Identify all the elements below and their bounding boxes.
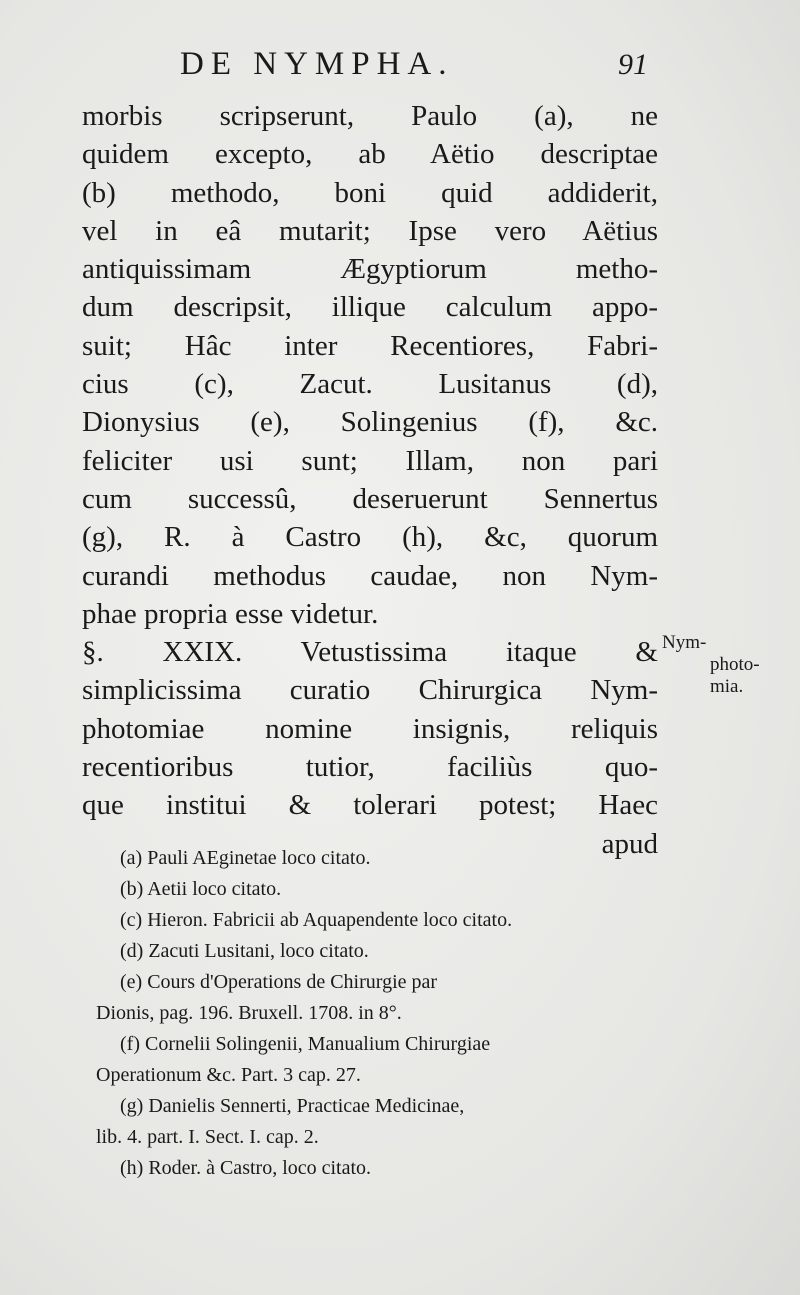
margin-note — [662, 632, 772, 698]
footnotes — [96, 843, 666, 1184]
margin-note-line: Nym- — [662, 632, 707, 653]
footnote: (f) Cornelii Solingenii, Manualium Chirurgiae — [120, 1033, 491, 1055]
text-line: §. XXIX. Vetustissima itaque & — [82, 636, 658, 669]
text-line: vel in eâ mutarit; Ipse vero Aëtius — [82, 214, 658, 247]
text-line: recentioribus tutior, faciliùs quo- — [82, 751, 658, 784]
text-line: curandi methodus caudae, non Nym- — [82, 559, 658, 592]
catchword: apud — [601, 827, 658, 860]
footnote: (c) Hieron. Fabricii ab Aquapendente loco citato. — [120, 909, 513, 931]
footnote: (g) Danielis Sennerti, Practicae Medicinae, — [120, 1095, 465, 1117]
text-line: (b) methodo, boni quid addiderit, — [82, 176, 658, 209]
text-line: que institui & tolerari potest; Haec — [82, 789, 658, 822]
running-head: DE NYMPHA. — [180, 46, 454, 82]
text-line: (g), R. à Castro (h), &c, quorum — [82, 521, 658, 554]
page-number: 91 — [618, 48, 648, 81]
text-line: dum descripsit, illique calculum appo- — [82, 291, 658, 324]
text-line: Dionysius (e), Solingenius (f), &c. — [82, 406, 658, 439]
footnote: (d) Zacuti Lusitani, loco citato. — [120, 940, 369, 962]
text-line: phae propria esse videtur. — [82, 597, 379, 630]
margin-note-line: photo- — [710, 654, 760, 675]
text-line: photomiae nomine insignis, reliquis — [82, 712, 658, 745]
footnote-continuation: lib. 4. part. I. Sect. I. cap. 2. — [96, 1126, 319, 1148]
text-line: cum successû, deseruerunt Sennertus — [82, 482, 658, 515]
footnote: (a) Pauli AEginetae loco citato. — [120, 847, 371, 869]
footnote-continuation: Operationum &c. Part. 3 cap. 27. — [96, 1064, 361, 1086]
main-text — [82, 97, 658, 863]
text-line: morbis scripserunt, Paulo (a), ne — [82, 100, 658, 132]
text-line: simplicissima curatio Chirurgica Nym- — [82, 674, 658, 707]
text-line: cius (c), Zacut. Lusitanus (d), — [82, 368, 658, 401]
footnote: (b) Aetii loco citato. — [120, 878, 282, 900]
margin-note-line: mia. — [710, 676, 744, 697]
page-header — [180, 40, 700, 90]
text-line: suit; Hâc inter Recentiores, Fabri- — [82, 329, 658, 362]
footnote: (h) Roder. à Castro, loco citato. — [120, 1157, 372, 1179]
text-line: feliciter usi sunt; Illam, non pari — [82, 444, 658, 477]
footnote: (e) Cours d'Operations de Chirurgie par — [120, 971, 438, 993]
text-line: quidem excepto, ab Aëtio descriptae — [82, 138, 658, 171]
text-line: antiquissimam Ægyptiorum metho- — [82, 253, 658, 286]
footnote-continuation: Dionis, pag. 196. Bruxell. 1708. in 8°. — [96, 1002, 402, 1024]
